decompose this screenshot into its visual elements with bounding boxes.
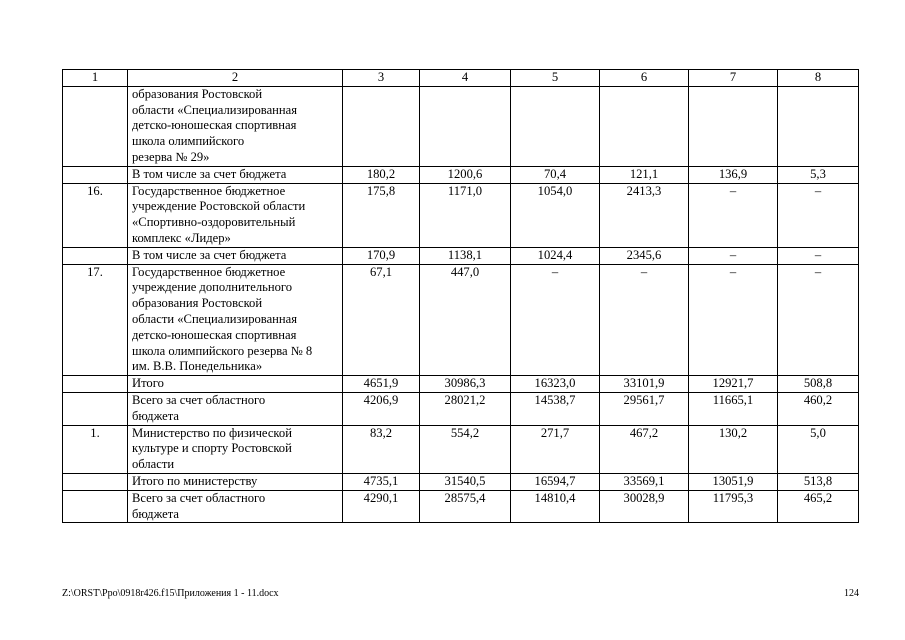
value-cell: 30028,9 [600, 490, 689, 523]
header-cell: 6 [600, 70, 689, 87]
row-number-cell [63, 473, 128, 490]
header-cell: 8 [778, 70, 859, 87]
footer-file-path: Z:\ORST\Ppo\0918r426.f15\Приложения 1 - 11.docx [62, 588, 279, 599]
value-cell: – [689, 183, 778, 247]
header-cell: 2 [128, 70, 343, 87]
value-cell: 2345,6 [600, 247, 689, 264]
value-cell: 180,2 [343, 166, 420, 183]
value-cell: 2413,3 [600, 183, 689, 247]
table-row [63, 473, 859, 490]
value-cell: 447,0 [420, 264, 511, 376]
row-name-cell [128, 86, 343, 166]
value-cell: 4290,1 [343, 490, 420, 523]
header-cell: 1 [63, 70, 128, 87]
value-cell [420, 86, 511, 166]
value-cell: 460,2 [778, 392, 859, 425]
row-name-line: Всего за счет областного [132, 392, 266, 407]
row-name-line: области [132, 457, 175, 472]
value-cell: 4651,9 [343, 376, 420, 393]
row-name-cell [128, 264, 343, 376]
row-name-line: В том числе за счет бюджета [132, 247, 287, 262]
row-number-cell [63, 86, 128, 166]
table-row [63, 166, 859, 183]
value-cell: – [778, 264, 859, 376]
row-name-line: Государственное бюджетное [132, 183, 286, 198]
row-name-line: Итого по министерству [132, 473, 258, 488]
row-name-line: Всего за счет областного [132, 490, 266, 505]
value-cell: 1024,4 [511, 247, 600, 264]
value-cell: 31540,5 [420, 473, 511, 490]
value-cell: 1200,6 [420, 166, 511, 183]
row-name-line: резерва № 29» [132, 149, 210, 164]
value-cell: 5,3 [778, 166, 859, 183]
row-name-line: детско-юношеская спортивная [132, 118, 297, 133]
row-number-cell: 1. [63, 425, 128, 473]
table-row [63, 376, 859, 393]
value-cell: 508,8 [778, 376, 859, 393]
row-name-line: В том числе за счет бюджета [132, 166, 287, 181]
row-name-line: школа олимпийского резерва № 8 [132, 343, 313, 358]
value-cell: – [689, 247, 778, 264]
header-cell: 7 [689, 70, 778, 87]
row-name-cell [128, 166, 343, 183]
row-name-cell [128, 376, 343, 393]
row-name-cell [128, 392, 343, 425]
page-number: 124 [844, 588, 859, 599]
value-cell: 467,2 [600, 425, 689, 473]
table-body [63, 70, 859, 523]
value-cell: 33101,9 [600, 376, 689, 393]
value-cell: 5,0 [778, 425, 859, 473]
table-row [63, 490, 859, 523]
value-cell: 1054,0 [511, 183, 600, 247]
table-header-row [63, 70, 859, 87]
row-name-cell [128, 473, 343, 490]
value-cell: 30986,3 [420, 376, 511, 393]
value-cell: 28575,4 [420, 490, 511, 523]
value-cell: 13051,9 [689, 473, 778, 490]
value-cell: 1171,0 [420, 183, 511, 247]
row-name-line: Государственное бюджетное [132, 264, 286, 279]
row-number-cell [63, 490, 128, 523]
data-table [62, 69, 859, 523]
value-cell: 465,2 [778, 490, 859, 523]
table-row [63, 247, 859, 264]
value-cell: 83,2 [343, 425, 420, 473]
value-cell: – [511, 264, 600, 376]
value-cell: 28021,2 [420, 392, 511, 425]
row-name-cell [128, 425, 343, 473]
value-cell [689, 86, 778, 166]
header-cell: 4 [420, 70, 511, 87]
table-row [63, 425, 859, 473]
row-name-cell [128, 183, 343, 247]
value-cell: – [689, 264, 778, 376]
row-number-cell [63, 392, 128, 425]
row-name-line: области «Специализированная [132, 102, 298, 117]
row-name-line: учреждение Ростовской области [132, 199, 306, 214]
value-cell: 170,9 [343, 247, 420, 264]
value-cell: 11795,3 [689, 490, 778, 523]
value-cell: 271,7 [511, 425, 600, 473]
value-cell: 4735,1 [343, 473, 420, 490]
value-cell: – [600, 264, 689, 376]
row-name-line: учреждение дополнительного [132, 280, 293, 295]
value-cell: 554,2 [420, 425, 511, 473]
row-name-line: образования Ростовской [132, 86, 263, 101]
row-name-cell [128, 247, 343, 264]
value-cell: 11665,1 [689, 392, 778, 425]
header-cell: 3 [343, 70, 420, 87]
value-cell: 513,8 [778, 473, 859, 490]
row-number-cell [63, 166, 128, 183]
row-name-line: Итого [132, 376, 164, 391]
value-cell [778, 86, 859, 166]
row-name-line: детско-юношеская спортивная [132, 327, 297, 342]
row-name-line: школа олимпийского [132, 134, 245, 149]
value-cell: – [778, 247, 859, 264]
value-cell [511, 86, 600, 166]
table-row [63, 183, 859, 247]
header-cell: 5 [511, 70, 600, 87]
row-name-line: культуре и спорту Ростовской [132, 441, 292, 456]
value-cell: 4206,9 [343, 392, 420, 425]
value-cell: 70,4 [511, 166, 600, 183]
value-cell [600, 86, 689, 166]
value-cell: 1138,1 [420, 247, 511, 264]
table-row [63, 264, 859, 376]
row-name-line: образования Ростовской [132, 296, 263, 311]
row-name-line: бюджета [132, 506, 179, 521]
row-name-line: им. В.В. Понедельника» [132, 359, 263, 374]
value-cell: – [778, 183, 859, 247]
row-name-line: области «Специализированная [132, 311, 298, 326]
row-name-line: бюджета [132, 408, 179, 423]
value-cell: 16323,0 [511, 376, 600, 393]
value-cell: 29561,7 [600, 392, 689, 425]
value-cell [343, 86, 420, 166]
row-name-line: комплекс «Лидер» [132, 230, 231, 245]
value-cell: 33569,1 [600, 473, 689, 490]
value-cell: 67,1 [343, 264, 420, 376]
value-cell: 14810,4 [511, 490, 600, 523]
row-name-line: «Спортивно-оздоровительный [132, 215, 296, 230]
value-cell: 175,8 [343, 183, 420, 247]
value-cell: 16594,7 [511, 473, 600, 490]
table-row [63, 86, 859, 166]
value-cell: 130,2 [689, 425, 778, 473]
value-cell: 121,1 [600, 166, 689, 183]
value-cell: 136,9 [689, 166, 778, 183]
value-cell: 12921,7 [689, 376, 778, 393]
row-name-cell [128, 490, 343, 523]
table-row [63, 392, 859, 425]
row-number-cell: 17. [63, 264, 128, 376]
row-number-cell [63, 376, 128, 393]
row-name-line: Министерство по физической [132, 425, 292, 440]
value-cell: 14538,7 [511, 392, 600, 425]
row-number-cell: 16. [63, 183, 128, 247]
row-number-cell [63, 247, 128, 264]
